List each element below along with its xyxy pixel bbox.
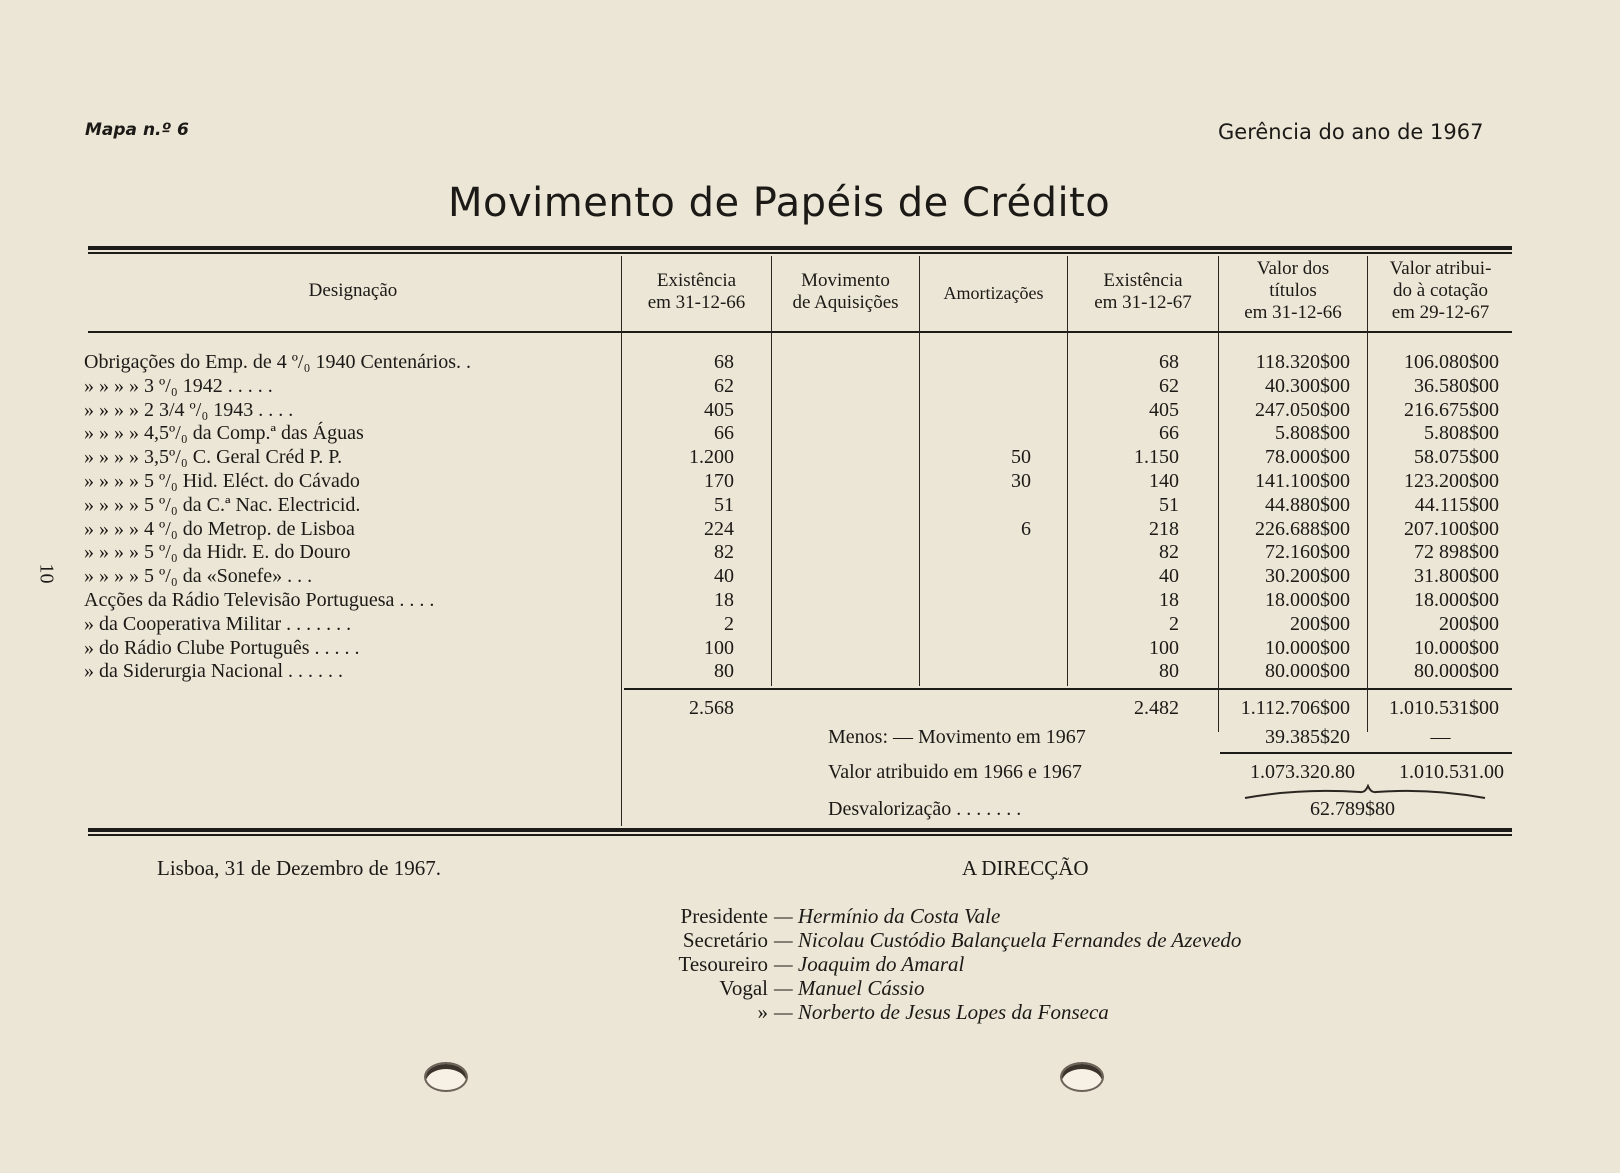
total-existencia-67: 2.482 [1134,697,1179,719]
signatory-name: — Norberto de Jesus Lopes da Fonseca [774,1000,1109,1024]
header-designacao: Designação [308,280,398,301]
cell-existencia-66: 170 [704,470,734,492]
table-bottom-rule [88,828,1512,832]
cell-valor-66: 80.000$00 [1265,660,1350,683]
col-divider [621,256,622,826]
col-divider [919,256,920,686]
direction-heading: A DIRECÇÃO [962,856,1089,880]
cell-valor-66: 200$00 [1290,612,1350,635]
cell-designacao: » » » » 5 º/₀ Hid. Eléct. do Cávado [84,470,360,492]
cell-existencia-66: 82 [714,541,734,564]
cell-valor-67: 58.075$00 [1414,446,1499,469]
cell-designacao: » da Cooperativa Militar . . . . . . . [84,612,352,635]
cell-valor-67: 44.115$00 [1414,493,1499,516]
header-existencia-67 [1069,270,1217,314]
header-line: de Aquisições [792,292,899,313]
valor-atribuido-66: 1.073.320.80 [1250,761,1355,783]
col-divider [1218,256,1219,732]
table-top-rule [88,246,1512,250]
cell-valor-67: 36.580$00 [1414,374,1499,397]
cell-existencia-67: 80 [1159,660,1179,683]
page-number: 10 [35,563,58,584]
totals-rule [624,688,1512,690]
valor-atribuido-label: Valor atribuido em 1966 e 1967 [828,761,1082,783]
cell-designacao: » » » » 5 º/₀ da «Sonefe» . . . [84,565,313,588]
cell-valor-66: 44.880$00 [1265,493,1350,516]
cell-valor-66: 226.688$00 [1255,517,1350,540]
cell-designacao: » » » » 5 º/₀ da Hidr. E. do Douro [84,541,351,564]
cell-existencia-66: 2 [724,612,734,635]
punch-hole [424,1062,468,1092]
col-divider [1367,256,1368,732]
cell-designacao: » » » » 2 3/4 º/₀ 1943 . . . . [84,398,294,421]
header-line: Valor dos [1256,258,1330,279]
punch-hole [1060,1062,1104,1092]
cell-designacao: » » » » 5 º/₀ da C.ª Nac. Electricid. [84,493,361,516]
cell-existencia-67: 66 [1159,422,1179,445]
cell-existencia-67: 82 [1159,541,1179,564]
page-title: Movimento de Papéis de Crédito [448,180,1111,226]
valor-atribuido-67: 1.010.531.00 [1399,761,1504,783]
cell-valor-67: 5.808$00 [1424,422,1499,445]
cell-existencia-66: 66 [714,422,734,445]
header-movimento [773,270,918,314]
cell-valor-66: 72.160$00 [1265,541,1350,564]
cell-existencia-67: 218 [1149,517,1179,540]
cell-valor-67: 31.800$00 [1414,565,1499,588]
table-bottom-rule-thin [88,834,1512,836]
header-existencia-66 [624,270,769,314]
map-number: Mapa n.º 6 [85,120,189,140]
cell-existencia-67: 140 [1149,470,1179,492]
total-existencia-66: 2.568 [689,697,734,719]
cell-existencia-66: 40 [714,565,734,588]
signatory-role: Vogal [719,976,768,1000]
signatory-role: Secretário [682,928,768,952]
header-line: Valor atribui- [1389,258,1492,279]
header-line: em 31-12-67 [1094,292,1192,313]
cell-valor-66: 141.100$00 [1255,470,1350,492]
cell-existencia-67: 100 [1149,636,1179,659]
menos-label: Menos: — Movimento em 1967 [828,726,1086,748]
cell-amortizacoes: 30 [1011,470,1031,492]
cell-valor-67: 200$00 [1439,612,1499,635]
cell-valor-66: 118.320$00 [1255,351,1350,373]
cell-amortizacoes: 6 [1021,517,1031,540]
cell-existencia-67: 68 [1159,351,1179,373]
total-valor-67: 1.010.531$00 [1389,697,1499,719]
signatory-name: — Manuel Cássio [774,976,925,1000]
cell-valor-67: 10.000$00 [1414,636,1499,659]
header-line: em 31-12-66 [647,292,746,313]
col-divider [1067,256,1068,686]
header-valor-titulos [1220,258,1366,324]
cell-valor-67: 80.000$00 [1414,660,1499,683]
total-valor-66: 1.112.706$00 [1240,697,1350,719]
header-line: Movimento [801,270,890,291]
cell-valor-66: 18.000$00 [1265,589,1350,611]
cell-valor-67: 207.100$00 [1404,517,1499,540]
cell-valor-66: 10.000$00 [1265,636,1350,659]
menos-valor-67: — [1430,726,1451,748]
cell-valor-66: 40.300$00 [1265,374,1350,397]
cell-designacao: » do Rádio Clube Português . . . . . [84,636,360,659]
cell-existencia-66: 1.200 [689,446,734,469]
cell-existencia-66: 100 [704,636,734,659]
cell-existencia-67: 62 [1159,374,1179,397]
cell-valor-67: 18.000$00 [1414,589,1499,611]
header-valor-atribuido [1369,258,1512,324]
cell-existencia-67: 2 [1169,612,1179,635]
desvalorizacao-value: 62.789$80 [1310,798,1395,820]
cell-designacao: » » » » 4 º/₀ do Metrop. de Lisboa [84,517,355,540]
col-divider [771,256,772,686]
header-line: em 31-12-66 [1244,302,1342,323]
cell-existencia-66: 18 [714,589,734,611]
cell-valor-67: 72 898$00 [1414,541,1499,564]
cell-designacao: » » » » 4,5º/₀ da Comp.ª das Águas [84,422,364,445]
place-date: Lisboa, 31 de Dezembro de 1967. [157,856,442,880]
cell-designacao: » » » » 3,5º/₀ C. Geral Créd P. P. [84,446,343,469]
header-amortizacoes: Amortizações [943,283,1044,303]
signatory-role: » [757,1000,768,1024]
fiscal-year: Gerência do ano de 1967 [1218,120,1484,144]
cell-valor-66: 30.200$00 [1265,565,1350,588]
signatory-role: Presidente [680,904,768,928]
cell-valor-67: 123.200$00 [1404,470,1499,492]
cell-existencia-67: 51 [1159,493,1179,516]
cell-designacao: » » » » 3 º/₀ 1942 . . . . . [84,374,273,397]
cell-existencia-66: 68 [714,351,734,373]
signatory-name: — Nicolau Custódio Balançuela Fernandes de Azevedo [774,928,1242,952]
cell-valor-66: 247.050$00 [1255,398,1350,421]
cell-valor-67: 216.675$00 [1404,398,1499,421]
cell-existencia-67: 405 [1149,398,1179,421]
cell-amortizacoes: 50 [1011,446,1031,469]
cell-existencia-67: 18 [1159,589,1179,611]
cell-existencia-66: 224 [704,517,734,540]
cell-existencia-66: 80 [714,660,734,683]
cell-valor-66: 5.808$00 [1275,422,1350,445]
signatory-role: Tesoureiro [678,952,768,976]
header-line: Existência [656,270,737,291]
header-line: títulos [1269,280,1317,301]
cell-valor-66: 78.000$00 [1265,446,1350,469]
cell-designacao: Obrigações do Emp. de 4 º/₀ 1940 Centenários. . [84,351,471,373]
cell-existencia-66: 405 [704,398,734,421]
header-line: Existência [1103,270,1183,291]
cell-valor-67: 106.080$00 [1404,351,1499,373]
header-line: em 29-12-67 [1391,302,1490,323]
cell-existencia-67: 40 [1159,565,1179,588]
menos-valor-66: 39.385$20 [1265,726,1350,748]
cell-existencia-67: 1.150 [1134,446,1179,469]
table-top-rule-thin [88,252,1512,254]
cell-designacao: » da Siderurgia Nacional . . . . . . [84,660,344,683]
signatory-name: — Joaquim do Amaral [774,952,965,976]
cell-designacao: Acções da Rádio Televisão Portuguesa . . . . [84,589,435,611]
header-line: do à cotação [1393,280,1488,301]
cell-existencia-66: 62 [714,374,734,397]
menos-rule [1220,752,1512,754]
desvalorizacao-label: Desvalorização . . . . . . . [828,798,1022,820]
signatory-name: — Hermínio da Costa Vale [774,904,1001,928]
header-bottom-rule [88,331,1512,333]
cell-existencia-66: 51 [714,493,734,516]
